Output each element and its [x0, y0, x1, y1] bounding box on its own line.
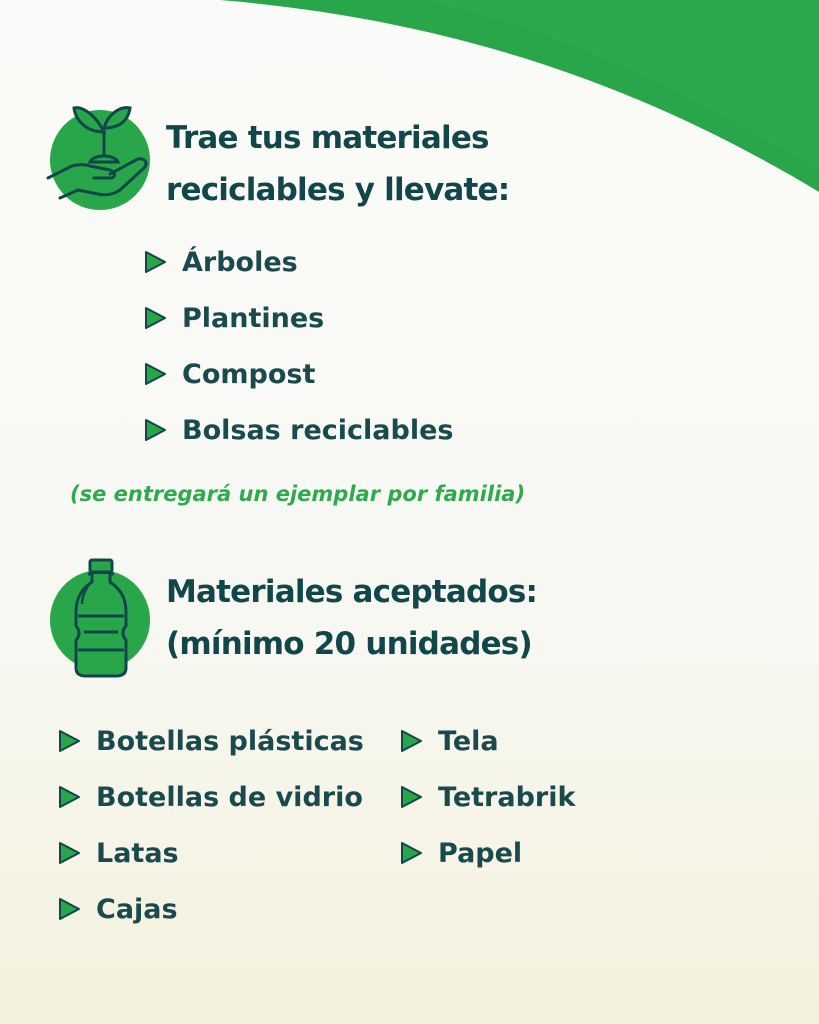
section-one-title-line2: reciclables y llevate: — [166, 172, 510, 208]
list-item — [142, 290, 453, 346]
list-item-label: Compost — [182, 358, 316, 390]
play-triangle-icon — [56, 840, 82, 866]
play-triangle-icon — [142, 305, 168, 331]
materials-list-right — [398, 713, 575, 881]
play-triangle-icon — [142, 361, 168, 387]
rewards-list — [142, 234, 453, 458]
list-item — [398, 713, 575, 769]
list-item — [142, 402, 453, 458]
section-two-title-line1: Materiales aceptados: — [166, 574, 538, 610]
list-item — [56, 881, 364, 937]
list-item — [398, 825, 575, 881]
list-item-label: Latas — [96, 837, 179, 869]
list-item — [56, 825, 364, 881]
list-item-label: Papel — [438, 837, 523, 869]
list-item-label: Tela — [438, 725, 499, 757]
section-two-title-line2: (mínimo 20 unidades) — [166, 626, 532, 662]
section-two-title — [166, 566, 537, 670]
list-item — [142, 346, 453, 402]
list-item — [56, 713, 364, 769]
list-item-label: Árboles — [182, 246, 298, 278]
play-triangle-icon — [56, 784, 82, 810]
section-one-title — [166, 112, 509, 216]
hand-sprout-icon — [44, 98, 156, 216]
list-item — [56, 769, 364, 825]
list-item-label: Plantines — [182, 302, 325, 334]
materials-list-left — [56, 713, 364, 937]
play-triangle-icon — [142, 417, 168, 443]
play-triangle-icon — [142, 249, 168, 275]
section-one-title-line1: Trae tus materiales — [166, 120, 489, 156]
play-triangle-icon — [56, 896, 82, 922]
list-item — [398, 769, 575, 825]
plastic-bottle-icon — [44, 556, 156, 680]
play-triangle-icon — [398, 728, 424, 754]
list-item — [142, 234, 453, 290]
play-triangle-icon — [398, 840, 424, 866]
list-item-label: Tetrabrik — [438, 781, 576, 813]
list-item-label: Cajas — [96, 893, 178, 925]
family-note: (se entregará un ejemplar por familia) — [70, 482, 526, 506]
list-item-label: Botellas plásticas — [96, 725, 364, 757]
play-triangle-icon — [56, 728, 82, 754]
list-item-label: Bolsas reciclables — [182, 414, 454, 446]
list-item-label: Botellas de vidrio — [96, 781, 363, 813]
play-triangle-icon — [398, 784, 424, 810]
